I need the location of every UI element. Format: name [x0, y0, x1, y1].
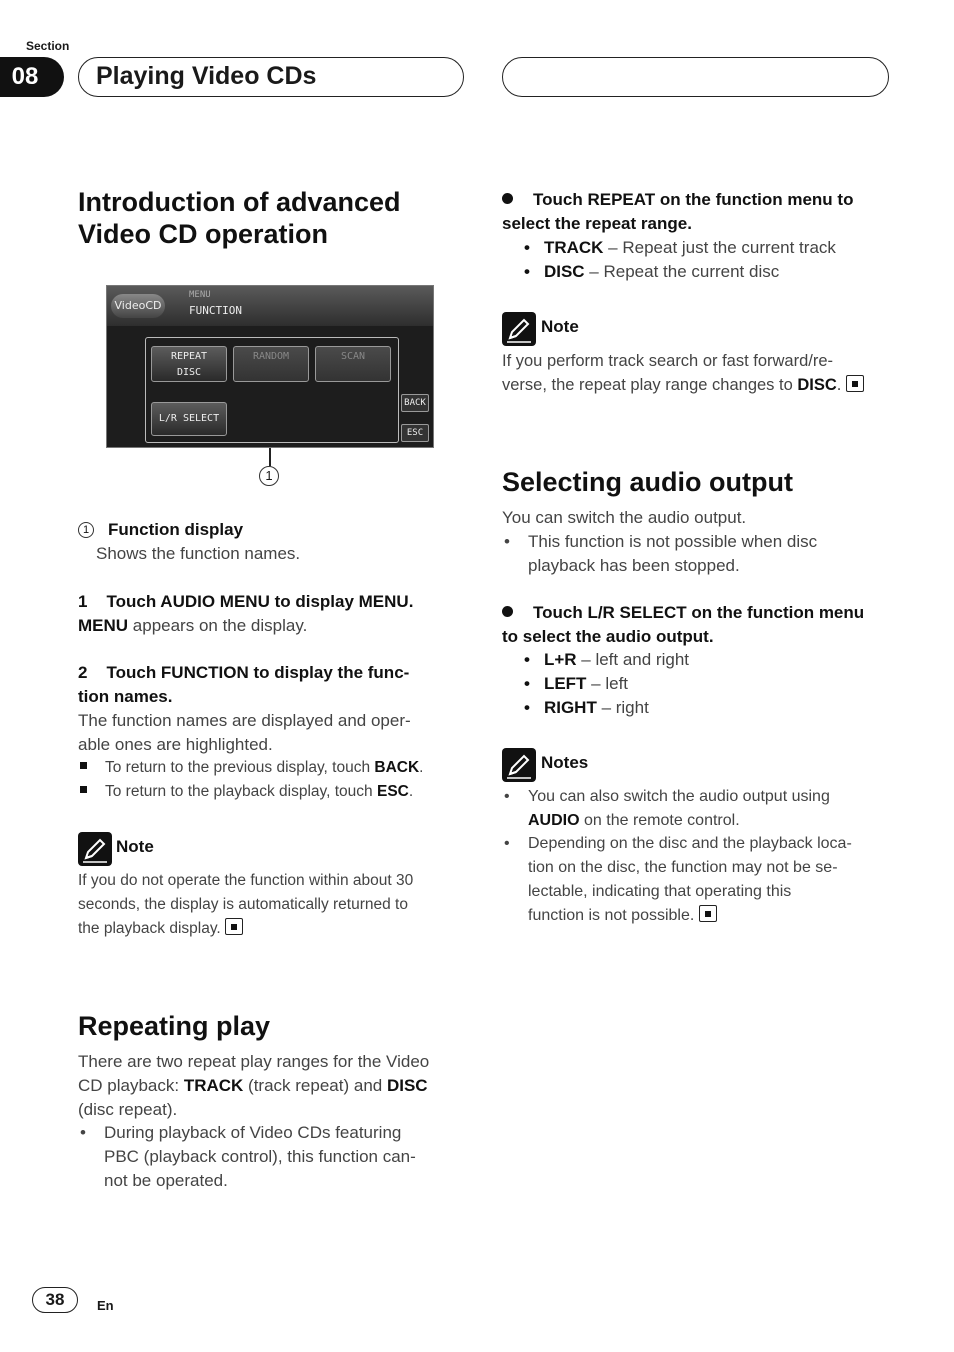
note-pencil-icon	[502, 312, 536, 346]
intro-note-line3: the playback display.	[78, 920, 221, 937]
repeat-heading: Repeating play	[78, 1011, 271, 1041]
screen-repeat-button	[151, 346, 227, 382]
repeat-bullet-line3: not be operated.	[104, 1171, 228, 1190]
step2-text-line2: able ones are highlighted.	[78, 735, 273, 754]
audio-note2-line1: Depending on the disc and the playback loca-	[528, 835, 852, 852]
callout-line	[269, 448, 271, 466]
audio-heading: Selecting audio output	[502, 467, 793, 497]
intro-note-line2: seconds, the display is automatically returned to	[78, 896, 408, 913]
opt-disc-bold: DISC	[543, 262, 585, 281]
repeat-bullet-line2: PBC (playback control), this function can-	[104, 1147, 416, 1166]
note-pencil-icon	[78, 832, 112, 866]
repeat-line2-pre: CD playback:	[78, 1076, 184, 1095]
repeat-line1: There are two repeat play ranges for the Video	[78, 1052, 430, 1071]
repeat-note-disc-bold: DISC	[797, 376, 837, 394]
legend-title	[78, 518, 243, 542]
step1-title-text: Touch AUDIO MENU to display MENU.	[106, 592, 414, 611]
square-bullet-icon	[80, 786, 87, 793]
bullet-back-post: .	[419, 759, 424, 776]
audio-note1-bold: AUDIO	[528, 812, 580, 829]
audio-bullet-line1: This function is not possible when disc	[528, 532, 818, 551]
screen-back-button: BACK	[401, 394, 429, 412]
step1-number: 1	[78, 592, 88, 611]
step1-bold: MENU	[78, 616, 129, 635]
screen-random-button: RANDOM	[233, 346, 309, 382]
repeat-disc-bold: DISC	[386, 1076, 428, 1095]
videocd-logo: VideoCD	[111, 294, 165, 318]
legend-title-text: Function display	[108, 520, 244, 539]
notes-pencil-icon	[502, 748, 536, 782]
intro-heading-line2: Video CD operation	[78, 219, 329, 249]
intro-note-line1: If you do not operate the function within about 30	[78, 872, 414, 889]
opt-left-bold: LEFT	[543, 674, 587, 693]
screen-repeat-label: REPEAT	[170, 351, 208, 362]
repeat-bullet-line1: During playback of Video CDs featuring	[104, 1123, 402, 1142]
intro-heading	[78, 186, 401, 250]
step2-text-line1: The function names are displayed and oper-	[78, 711, 411, 730]
repeat-note-line2-pre: verse, the repeat play range changes to	[502, 376, 798, 394]
opt-left-text: – left	[586, 674, 629, 693]
bullet-dot: •	[504, 835, 510, 852]
step2-number: 2	[78, 663, 88, 682]
step2-title-line1: Touch FUNCTION to display the func-	[106, 663, 410, 682]
page-number: 38	[32, 1287, 78, 1313]
section-label: Section	[26, 39, 70, 53]
callout-number: 1	[259, 466, 279, 486]
opt-lr-text: – left and right	[576, 650, 690, 669]
square-bullet-icon	[80, 762, 87, 769]
screen-lr-select-button: L/R SELECT	[151, 402, 227, 436]
legend-text: Shows the function names.	[96, 544, 301, 563]
audio-note2-line2: tion on the disc, the function may not be se-	[528, 859, 838, 876]
opt-right-text: – right	[596, 698, 649, 717]
repeat-note-text	[502, 349, 864, 397]
audio-notes-label: Notes	[541, 753, 589, 772]
audio-note1-line1: You can also switch the audio output using	[528, 788, 830, 805]
repeat-bullet-pbc	[80, 1121, 460, 1193]
repeat-step	[502, 188, 902, 236]
audio-option-lr: • L+R – left and right	[524, 650, 690, 669]
audio-note2-line3: lectable, indicating that operating this	[528, 883, 792, 900]
repeat-intro	[78, 1050, 429, 1122]
end-mark-icon	[846, 375, 864, 392]
legend-number: 1	[78, 522, 94, 538]
opt-right-bold: RIGHT	[543, 698, 597, 717]
step2-text	[78, 709, 411, 757]
opt-lr-bold: L+R	[543, 650, 577, 669]
repeat-track-bold: TRACK	[183, 1076, 244, 1095]
repeat-option-track: • TRACK – Repeat just the current track	[524, 238, 836, 257]
audio-intro: You can switch the audio output.	[502, 508, 747, 527]
audio-bullet-line2: playback has been stopped.	[528, 556, 740, 575]
audio-step-line1: Touch L/R SELECT on the function menu	[533, 603, 865, 622]
intro-note-label: Note	[116, 837, 154, 856]
bullet-back-bold: BACK	[374, 759, 420, 776]
step1-text-rest: appears on the display.	[128, 616, 308, 635]
bullet-dot: •	[504, 788, 510, 805]
end-mark-icon	[699, 905, 717, 922]
bullet-esc-bold: ESC	[376, 783, 409, 800]
function-screen-image	[106, 285, 434, 448]
opt-track-bold: TRACK	[543, 238, 604, 257]
bullet-back-pre: To return to the previous display, touch	[105, 759, 375, 776]
repeat-note-line2-post: .	[836, 376, 842, 394]
step2-title-line2: tion names.	[78, 687, 173, 706]
header-right-frame	[502, 57, 889, 97]
step1-title	[78, 590, 413, 614]
screen-repeat-value: DISC	[176, 367, 202, 378]
bullet-esc-pre: To return to the playback display, touch	[105, 783, 377, 800]
repeat-note-label: Note	[541, 317, 579, 336]
screen-scan-button: SCAN	[315, 346, 391, 382]
audio-note-remote	[504, 785, 884, 833]
repeat-step-line1: Touch REPEAT on the function menu to	[533, 190, 854, 209]
end-mark-icon	[225, 918, 243, 935]
section-number-badge: 08	[0, 57, 64, 97]
audio-note2-line4: function is not possible.	[528, 907, 695, 924]
audio-note1-line2: on the remote control.	[579, 812, 740, 829]
audio-step-line2: to select the audio output.	[502, 627, 714, 646]
page-title: Playing Video CDs	[96, 62, 317, 90]
repeat-line2-mid: (track repeat) and	[243, 1076, 387, 1095]
step2-bullet-back	[80, 756, 423, 780]
audio-step	[502, 601, 922, 649]
repeat-step-line2: select the repeat range.	[502, 214, 692, 233]
bullet-dot: •	[80, 1123, 86, 1142]
step2-bullet-esc	[80, 780, 413, 804]
audio-note-location	[504, 832, 884, 928]
audio-option-right: • RIGHT – right	[524, 698, 649, 717]
opt-disc-text: – Repeat the current disc	[584, 262, 780, 281]
bullet-esc-post: .	[408, 783, 414, 800]
repeat-option-disc: • DISC – Repeat the current disc	[524, 262, 780, 281]
bullet-dot: •	[504, 532, 510, 551]
step1-text	[78, 614, 307, 638]
screen-function-label: FUNCTION	[189, 304, 242, 317]
screen-esc-button: ESC	[401, 424, 429, 442]
repeat-line3: (disc repeat).	[78, 1100, 178, 1119]
opt-track-text: – Repeat just the current track	[603, 238, 836, 257]
step-dot-icon	[502, 193, 513, 204]
audio-bullet-stopped	[504, 530, 884, 578]
step-dot-icon	[502, 606, 513, 617]
intro-note-text	[78, 869, 413, 941]
language-code: En	[97, 1298, 114, 1313]
screen-menu-label: MENU	[189, 290, 211, 300]
repeat-note-line1: If you perform track search or fast forward/re-	[502, 352, 834, 370]
intro-heading-line1: Introduction of advanced	[78, 187, 401, 217]
audio-option-left: • LEFT – left	[524, 674, 629, 693]
step2-title	[78, 661, 409, 709]
